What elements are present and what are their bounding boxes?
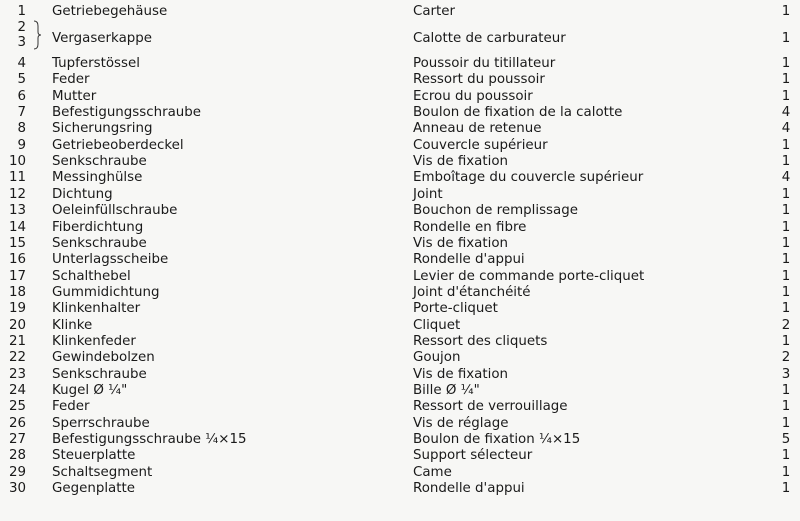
part-name-german: Befestigungsschraube — [52, 105, 202, 121]
part-number: 16 — [8, 252, 26, 268]
part-number: 24 — [8, 383, 26, 398]
part-quantity: 1 — [781, 235, 791, 251]
parts-row — [0, 138, 800, 154]
part-name-french: Bille Ø ¼" — [413, 383, 480, 398]
parts-row — [0, 31, 800, 47]
part-number: 10 — [8, 154, 26, 170]
part-name-french: Couvercle supérieur — [413, 137, 548, 153]
part-name-french: Vis de fixation — [413, 235, 509, 251]
part-quantity: 1 — [781, 137, 791, 153]
parts-row — [0, 465, 800, 481]
part-name-french: Ressort des cliquets — [413, 333, 548, 349]
part-name-french: Goujon — [413, 350, 461, 366]
part-name-french: Boulon de fixation de la calotte — [413, 105, 623, 121]
part-quantity: 1 — [781, 203, 791, 219]
part-number: 8 — [17, 121, 26, 137]
parts-row — [0, 416, 800, 432]
part-name-german: Gewindebolzen — [52, 350, 155, 366]
parts-row — [0, 154, 800, 170]
part-number: 17 — [8, 268, 26, 284]
part-name-french: Rondelle d'appui — [413, 252, 525, 268]
parts-row — [0, 105, 800, 121]
part-number: 20 — [8, 317, 26, 333]
part-name-french: Joint d'étanchéité — [413, 284, 531, 300]
part-name-french: Ecrou du poussoir — [413, 88, 533, 104]
parts-row — [0, 285, 800, 301]
part-name-french: Bouchon de remplissage — [413, 203, 578, 219]
part-quantity: 1 — [781, 415, 791, 431]
part-name-german: Schalthebel — [52, 268, 131, 284]
parts-row — [0, 187, 800, 203]
part-name-german: Sperrschraube — [52, 415, 150, 431]
part-number: 6 — [17, 88, 26, 104]
part-number: 22 — [8, 350, 26, 366]
part-quantity: 1 — [781, 4, 791, 19]
part-number: 26 — [8, 415, 26, 431]
part-name-french: Levier de commande porte-cliquet — [413, 268, 645, 284]
part-name-german: Sicherungsring — [52, 121, 153, 137]
parts-row — [0, 72, 800, 88]
part-name-german: Senkschraube — [52, 235, 147, 251]
part-quantity: 4 — [781, 121, 791, 137]
part-name-french: Rondelle en fibre — [413, 219, 527, 235]
part-name-french: Ressort de verrouillage — [413, 399, 568, 415]
part-name-german: Klinkenfeder — [52, 333, 136, 349]
part-name-german: Fiberdichtung — [52, 219, 144, 235]
part-number: 15 — [8, 235, 26, 251]
part-quantity: 1 — [781, 333, 791, 349]
part-quantity: 1 — [781, 383, 791, 398]
part-name-french: Calotte de carburateur — [413, 31, 566, 46]
part-quantity: 1 — [781, 284, 791, 300]
part-name-french: Joint — [413, 186, 443, 202]
part-number: 27 — [8, 432, 26, 448]
part-name-german: Oeleinfüllschraube — [52, 203, 178, 219]
part-number: 7 — [17, 105, 26, 121]
part-quantity: 1 — [781, 301, 791, 317]
part-number: 21 — [8, 333, 26, 349]
parts-row — [0, 383, 800, 399]
part-quantity: 1 — [781, 219, 791, 235]
part-quantity: 1 — [781, 464, 791, 480]
parts-row — [0, 350, 800, 366]
part-quantity: 4 — [781, 170, 791, 186]
parts-row — [0, 448, 800, 464]
parts-row — [0, 432, 800, 448]
part-name-german: Klinke — [52, 317, 93, 333]
part-name-french: Rondelle d'appui — [413, 481, 525, 497]
part-name-german: Dichtung — [52, 186, 113, 202]
part-quantity: 1 — [781, 186, 791, 202]
part-name-french: Porte-cliquet — [413, 301, 498, 317]
part-name-french: Carter — [413, 4, 456, 19]
part-name-german: Klinkenhalter — [52, 301, 141, 317]
part-number: 18 — [8, 284, 26, 300]
part-name-german: Befestigungsschraube ¼×15 — [52, 432, 247, 448]
part-quantity: 1 — [781, 399, 791, 415]
part-name-german: Feder — [52, 72, 90, 88]
part-quantity: 1 — [781, 252, 791, 268]
part-name-german: Senkschraube — [52, 366, 147, 382]
part-number: 29 — [8, 464, 26, 480]
part-name-french: Poussoir du titillateur — [413, 56, 556, 71]
part-name-german: Getriebeoberdeckel — [52, 137, 184, 153]
part-number: 28 — [8, 448, 26, 464]
parts-row — [0, 301, 800, 317]
part-quantity: 1 — [781, 56, 791, 71]
parts-row — [0, 236, 800, 252]
parts-row — [0, 269, 800, 285]
part-name-french: Emboîtage du couvercle supérieur — [413, 170, 644, 186]
part-quantity: 1 — [781, 72, 791, 88]
parts-row — [0, 481, 800, 497]
part-name-french: Ressort du poussoir — [413, 72, 545, 88]
part-number: 12 — [8, 186, 26, 202]
part-number: 9 — [17, 137, 26, 153]
part-number: 2 — [17, 20, 26, 35]
part-quantity: 1 — [781, 88, 791, 104]
parts-row — [0, 4, 800, 20]
part-number: 11 — [8, 170, 26, 186]
part-quantity: 1 — [781, 268, 791, 284]
part-quantity: 2 — [781, 317, 791, 333]
parts-row — [0, 220, 800, 236]
part-number: 14 — [8, 219, 26, 235]
part-number: 5 — [17, 72, 26, 88]
part-name-german: Gegenplatte — [52, 481, 136, 497]
part-name-french: Cliquet — [413, 317, 461, 333]
parts-row — [0, 170, 800, 186]
parts-row — [0, 203, 800, 219]
part-name-german: Steuerplatte — [52, 448, 136, 464]
parts-row — [0, 399, 800, 415]
parts-row — [0, 252, 800, 268]
part-number: 23 — [8, 366, 26, 382]
part-name-german: Mutter — [52, 88, 97, 104]
part-quantity: 1 — [781, 154, 791, 170]
part-quantity: 1 — [781, 448, 791, 464]
part-quantity: 4 — [781, 105, 791, 121]
part-quantity: 2 — [781, 350, 791, 366]
part-quantity: 1 — [781, 31, 791, 46]
parts-row — [0, 367, 800, 383]
part-number: 19 — [8, 301, 26, 317]
parts-row — [0, 89, 800, 105]
part-name-french: Boulon de fixation ¼×15 — [413, 432, 581, 448]
part-name-german: Getriebegehäuse — [52, 4, 168, 19]
part-name-german: Schaltsegment — [52, 464, 153, 480]
part-name-french: Anneau de retenue — [413, 121, 542, 137]
part-number: 4 — [17, 56, 26, 71]
part-name-german: Vergaserkappe — [52, 31, 153, 46]
parts-row — [0, 318, 800, 334]
part-name-french: Vis de réglage — [413, 415, 509, 431]
part-number: 30 — [8, 481, 26, 497]
part-name-german: Tupferstössel — [52, 56, 140, 71]
part-name-german: Kugel Ø ¼" — [52, 383, 128, 398]
part-name-german: Feder — [52, 399, 90, 415]
part-number: 13 — [8, 203, 26, 219]
part-quantity: 3 — [781, 366, 791, 382]
part-name-french: Support sélecteur — [413, 448, 533, 464]
part-name-german: Messinghülse — [52, 170, 143, 186]
part-quantity: 5 — [781, 432, 791, 448]
parts-row — [0, 56, 800, 72]
parts-row — [0, 334, 800, 350]
part-name-french: Vis de fixation — [413, 154, 509, 170]
part-name-french: Vis de fixation — [413, 366, 509, 382]
part-number: 3 — [17, 35, 26, 50]
part-number: 25 — [8, 399, 26, 415]
part-number: 1 — [17, 4, 26, 19]
part-name-german: Unterlagsscheibe — [52, 252, 169, 268]
part-name-german: Gummidichtung — [52, 284, 160, 300]
parts-row — [0, 497, 800, 513]
part-name-french: Came — [413, 464, 452, 480]
part-name-german: Senkschraube — [52, 154, 147, 170]
part-quantity: 1 — [781, 481, 791, 497]
parts-row — [0, 121, 800, 137]
